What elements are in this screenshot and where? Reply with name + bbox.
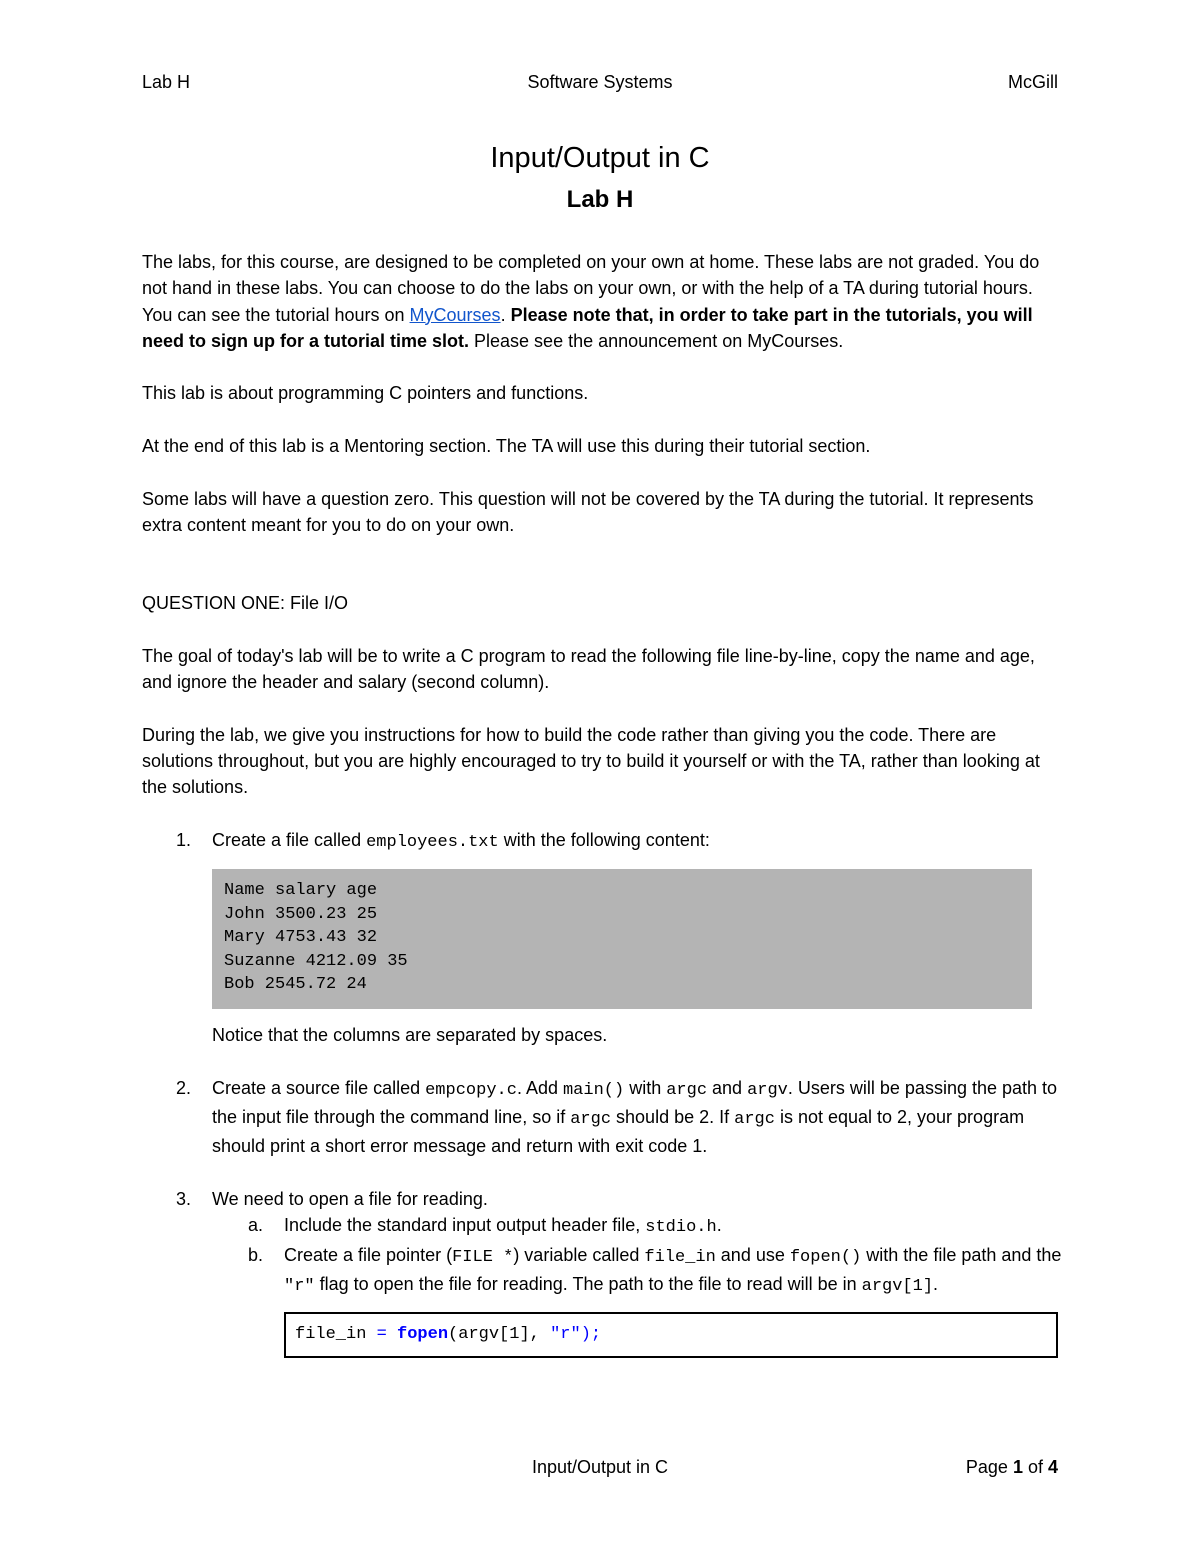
mentoring-paragraph: At the end of this lab is a Mentoring section. The TA will use this during their tutorial section.: [142, 436, 871, 457]
inline-code: empcopy.c: [425, 1080, 517, 1100]
substep-b: b. Create a file pointer (FILE *) variable called file_in and use fopen() with the file path and the "r" flag to open the file for reading. The path to the file to read will be in argv[1].: [212, 1242, 1062, 1301]
inline-code: argv[1]: [861, 1276, 934, 1296]
substeps-list: [212, 1212, 1062, 1300]
goal-paragraph: The goal of today's lab will be to write a C program to read the following file line-by-line, copy the name and age, and ignore the header and salary (second column).: [142, 645, 1035, 693]
step-number: 3.: [176, 1189, 192, 1210]
mycourses-link[interactable]: MyCourses: [409, 304, 501, 325]
step-3: 3. We need to open a file for reading. a. Include the standard input output header file, stdio.h. b. Create a file pointer (FILE *) variable called file_in and use fopen() with the file path and the "r" flag to open the file for reading. The path to the file to read will be in argv[1]. file_in = fopen(argv[1], "r");: [142, 1186, 1062, 1358]
inline-code: file_in: [644, 1247, 716, 1267]
inline-code: FILE *: [452, 1247, 514, 1267]
page-number: Page 1 of 4: [965, 1457, 1058, 1477]
tutorial-signup-note: Please note that, in order to take part in the tutorials, you will need to sign up for a tutorial time slot.: [142, 304, 1033, 351]
fopen-solution-code: file_in = fopen(argv[1], "r");: [284, 1312, 1058, 1358]
document-body: [142, 249, 1062, 1385]
document-subtitle: Lab H: [566, 186, 634, 213]
lab-topic-paragraph: This lab is about programming C pointers and functions.: [142, 383, 589, 404]
question-zero-paragraph: Some labs will have a question zero. This question will not be covered by the TA during the tutorial. It represents extra content meant for you to do on your own.: [142, 488, 1034, 535]
document-title: Input/Output in C: [490, 142, 710, 174]
inline-code: argc: [734, 1110, 775, 1130]
steps-list: [142, 827, 1062, 1358]
page-footer: [142, 1457, 1058, 1481]
substep-letter: b.: [248, 1244, 264, 1265]
header-right: McGill: [1008, 72, 1058, 92]
intro-paragraph: The labs, for this course, are designed to be completed on your own at home. These labs are not graded. You do not hand in these labs. You can choose to do the labs on your own, or with the help of a TA during tutorial hours. You can see the tutorial hours on MyCourses. Please note that, in order to take part in the tutorials, you will need to sign up for a tutorial time slot. Please see the announcement on MyCourses.: [142, 252, 1040, 351]
inline-code: argc: [570, 1110, 612, 1130]
inline-code: employees.txt: [366, 832, 499, 852]
question-heading: QUESTION ONE: File I/O: [142, 593, 349, 614]
header-center: Software Systems: [527, 72, 673, 92]
inline-code: argc: [666, 1080, 708, 1100]
substep-letter: a.: [248, 1215, 264, 1236]
substep-a: a. Include the standard input output header file, stdio.h.: [212, 1212, 1062, 1241]
inline-code: main(): [562, 1080, 625, 1100]
page-header: [142, 72, 1058, 96]
inline-code: "r": [284, 1276, 315, 1296]
step-number: 1.: [176, 829, 192, 850]
step-1: 1. Create a file called employees.txt with the following content: Name salary age John 3500.23 25 Mary 4753.43 32 Suzanne 4212.09 35 Bob 2545.72 24 Notice that the columns are separated by spaces.: [142, 827, 1062, 1049]
inline-code: fopen(): [789, 1247, 862, 1267]
step-2: 2. Create a source file called empcopy.c. Add main() with argc and argv. Users will be passing the path to the input file through the command line, so if argc should be 2. If argc is not equal to 2, your program should print a short error message and return with exit code 1.: [142, 1075, 1062, 1160]
step-1-note: Notice that the columns are separated by spaces.: [212, 1025, 608, 1046]
inline-code: stdio.h: [645, 1218, 717, 1238]
during-lab-paragraph: During the lab, we give you instructions for how to build the code rather than giving you the code. There are solutions throughout, but you are highly encouraged to try to build it yourself or with the TA, rather than looking at the solutions.: [142, 724, 1040, 798]
inline-code: argv: [747, 1080, 788, 1100]
header-left: Lab H: [142, 72, 191, 92]
step-number: 2.: [176, 1077, 192, 1098]
employees-file-content: Name salary age John 3500.23 25 Mary 4753.43 32 Suzanne 4212.09 35 Bob 2545.72 24: [212, 869, 1032, 1009]
footer-title: Input/Output in C: [531, 1457, 669, 1477]
